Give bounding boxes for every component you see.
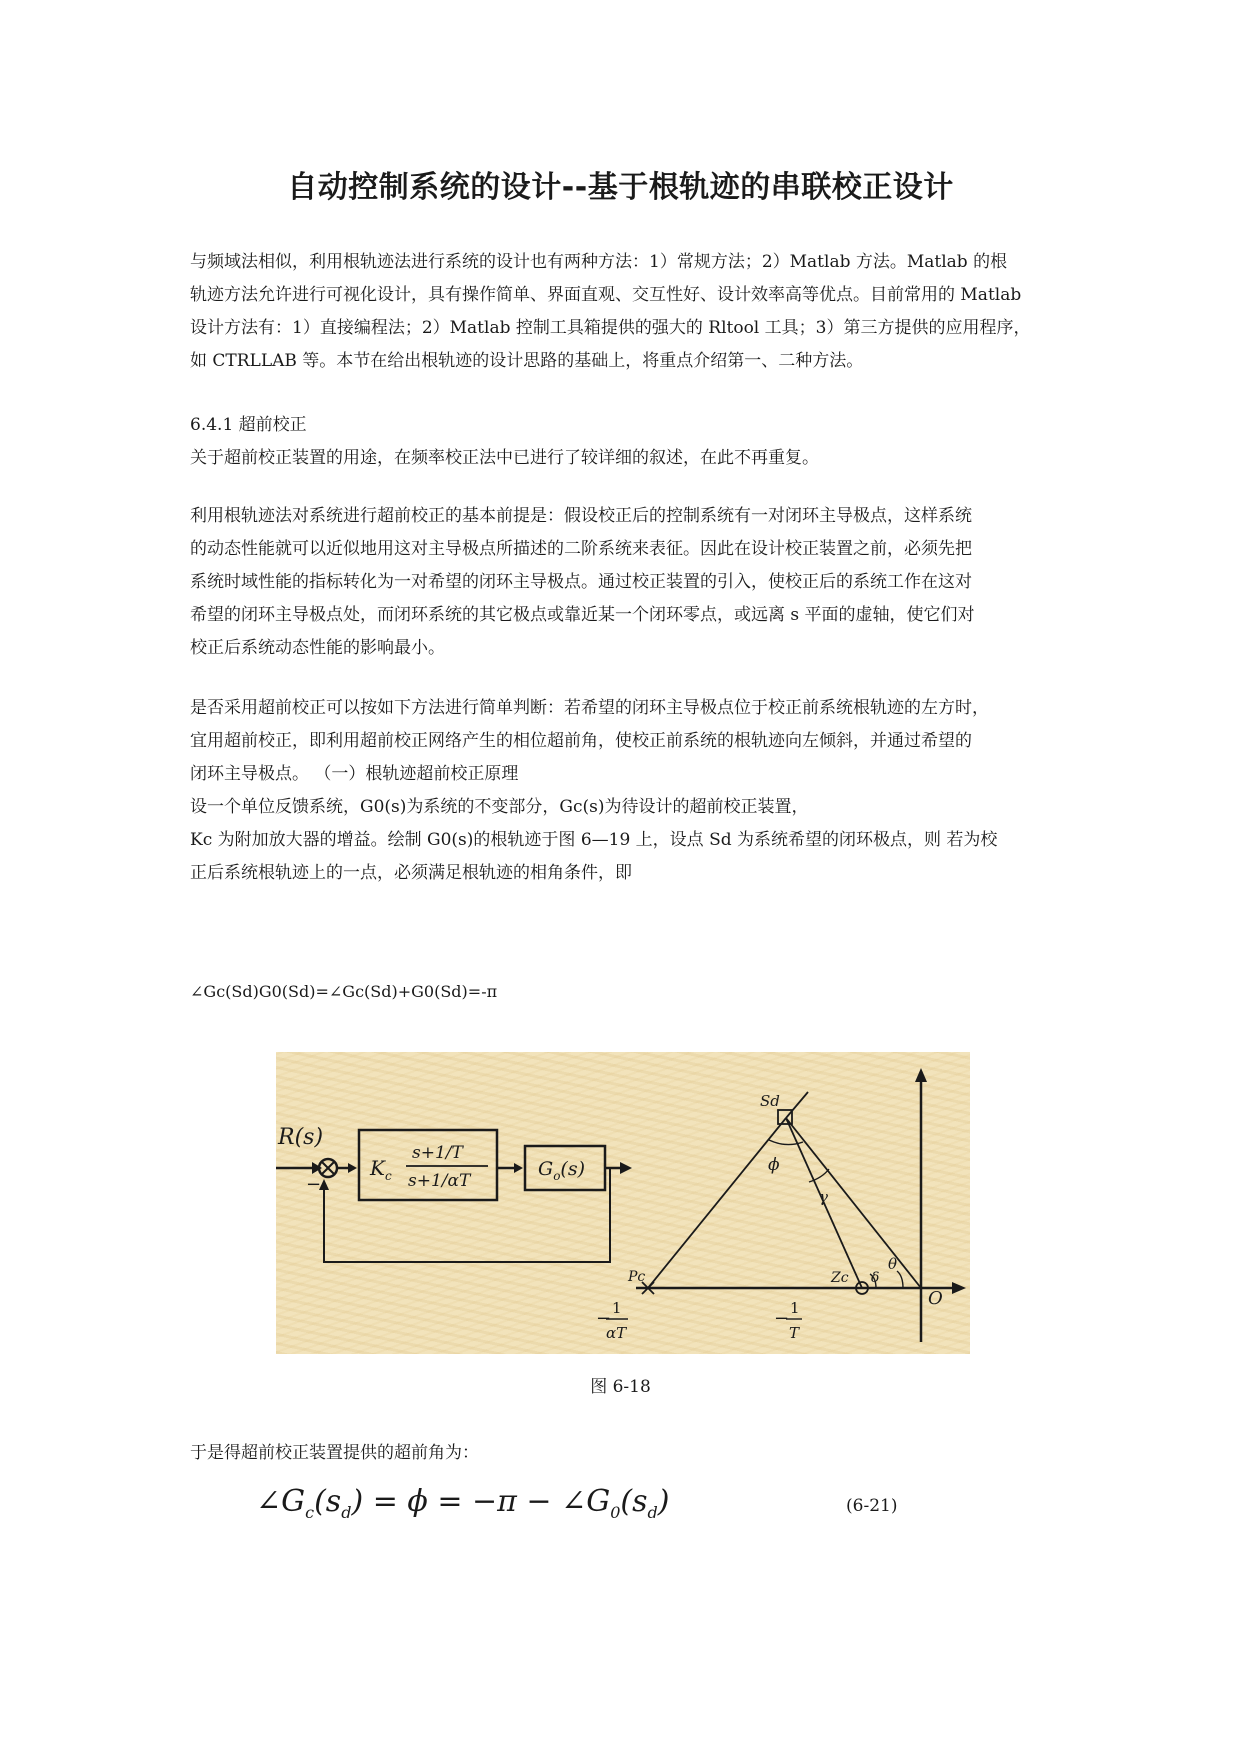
zero-tick-minus: − (774, 1308, 790, 1329)
figure-caption: 图 6-18 (590, 1377, 651, 1397)
gamma-label: γ (819, 1188, 828, 1206)
phi-label: ϕ (768, 1155, 780, 1175)
principle-line: 正后系统根轨迹上的一点，必须满足根轨迹的相角条件，即 (190, 863, 632, 883)
equation-number: (6-21) (846, 1496, 898, 1516)
lead-angle-sentence: 于是得超前校正装置提供的超前角为： (190, 1443, 479, 1463)
angle-condition-formula: ∠Gc(Sd)G0(Sd)=∠Gc(Sd)+G0(Sd)=-π (190, 982, 498, 1001)
pole-tick-numerator: 1 (612, 1299, 622, 1317)
imaginary-axis-arrowhead (915, 1068, 927, 1082)
principle-line: Kc 为附加放大器的增益。绘制 G0(s)的根轨迹于图 6—19 上，设点 Sd 为系统希望的闭环极点，则 若为校 (190, 830, 998, 850)
origin-line (786, 1118, 921, 1288)
zero-tick-numerator: 1 (790, 1299, 800, 1317)
controller-denominator: s+1/αT (408, 1171, 471, 1191)
sd-label: Sd (760, 1092, 780, 1110)
formula-arg-sub: d (341, 1503, 352, 1522)
intro-paragraph (190, 246, 1056, 378)
principle-line: 闭环主导极点。 （一）根轨迹超前校正原理 (190, 764, 519, 784)
formula-rhs-close: ) (657, 1484, 670, 1519)
theta-arc (897, 1271, 903, 1288)
pole-line (648, 1118, 786, 1288)
root-locus-figure (276, 1052, 970, 1354)
pc-label: Pc (628, 1269, 646, 1285)
formula-rhs-sub: 0 (610, 1503, 621, 1522)
pole-tick-minus: − (596, 1308, 612, 1329)
page-title: 自动控制系统的设计--基于根轨迹的串联校正设计 (287, 170, 954, 205)
formula-lhs-sub: c (305, 1503, 315, 1522)
plant-label: $G_o(s)$ (538, 1158, 585, 1183)
principle-line: 设一个单位反馈系统，G0(s)为系统的不变部分，Gc(s)为待设计的超前校正装置， (190, 797, 809, 817)
lead-angle-formula (256, 1484, 669, 1522)
minus-sign: − (306, 1174, 322, 1195)
principle-line: 宜用超前校正，即利用超前校正网络产生的相位超前角，使校正前系统的根轨迹向左倾斜，并通过希望的 (190, 731, 972, 751)
principle-paragraph (190, 692, 1056, 890)
delta-label: δ (871, 1270, 880, 1286)
plant-arrowhead (514, 1163, 523, 1173)
output-arrowhead (620, 1162, 632, 1174)
section-intro-line: 关于超前校正装置的用途，在频率校正法中已进行了较详细的叙述，在此不再重复。 (190, 448, 819, 468)
intro-line: 轨迹方法允许进行可视化设计，具有操作简单、界面直观、交互性好、设计效率高等优点。目前常用的 Matlab (190, 285, 1022, 305)
origin-label: O (928, 1288, 943, 1309)
formula-rhs-arg-sub: d (647, 1503, 658, 1522)
intro-line: 设计方法有：1）直接编程法；2）Matlab 控制工具箱提供的强大的 Rltool 工具；3）第三方提供的应用程序， (190, 318, 1031, 338)
section-heading: 6.4.1 超前校正 (190, 415, 307, 435)
input-label: R(s) (278, 1125, 324, 1150)
figure-svg (276, 1052, 970, 1354)
phi-arc (769, 1140, 803, 1145)
formula-close: ) (351, 1484, 364, 1519)
theta-label: θ (888, 1255, 898, 1273)
intro-line: 如 CTRLLAB 等。本节在给出根轨迹的设计思路的基础上，将重点介绍第一、二种方法。 (190, 351, 864, 371)
controller-arrowhead (348, 1163, 357, 1173)
principle-line: 是否采用超前校正可以按如下方法进行简单判断：若希望的闭环主导极点位于校正前系统根轨迹的左方时， (190, 698, 989, 718)
formula-lhs: ∠G (256, 1484, 306, 1519)
formula-rhs-arg: (s (620, 1484, 648, 1519)
zero-tick-denominator: T (789, 1324, 800, 1342)
formula-arg: (s (314, 1484, 342, 1519)
controller-gain: $K_c$ (370, 1156, 392, 1183)
controller-numerator: s+1/T (412, 1143, 463, 1163)
zc-label: Zc (831, 1270, 849, 1286)
premise-line: 希望的闭环主导极点处，而闭环系统的其它极点或靠近某一个闭环零点，或远离 s 平面的虚轴，使它们对 (190, 605, 975, 625)
premise-line: 系统时域性能的指标转化为一对希望的闭环主导极点。通过校正装置的引入，使校正后的系统工作在这对 (190, 572, 972, 592)
premise-line: 的动态性能就可以近似地用这对主导极点所描述的二阶系统来表征。因此在设计校正装置之前，必须先把 (190, 539, 972, 559)
intro-line: 与频域法相似，利用根轨迹法进行系统的设计也有两种方法：1）常规方法；2）Matlab 方法。Matlab 的根 (190, 252, 1008, 272)
real-axis-arrowhead (952, 1282, 966, 1294)
premise-paragraph (190, 500, 1056, 665)
extension-line (786, 1092, 808, 1118)
premise-line: 利用根轨迹法对系统进行超前校正的基本前提是：假设校正后的控制系统有一对闭环主导极点，这样系统 (190, 506, 972, 526)
pole-tick-denominator: αT (606, 1324, 627, 1342)
premise-line: 校正后系统动态性能的影响最小。 (190, 638, 445, 658)
formula-rhs: = ϕ = −π − ∠G (363, 1484, 611, 1519)
